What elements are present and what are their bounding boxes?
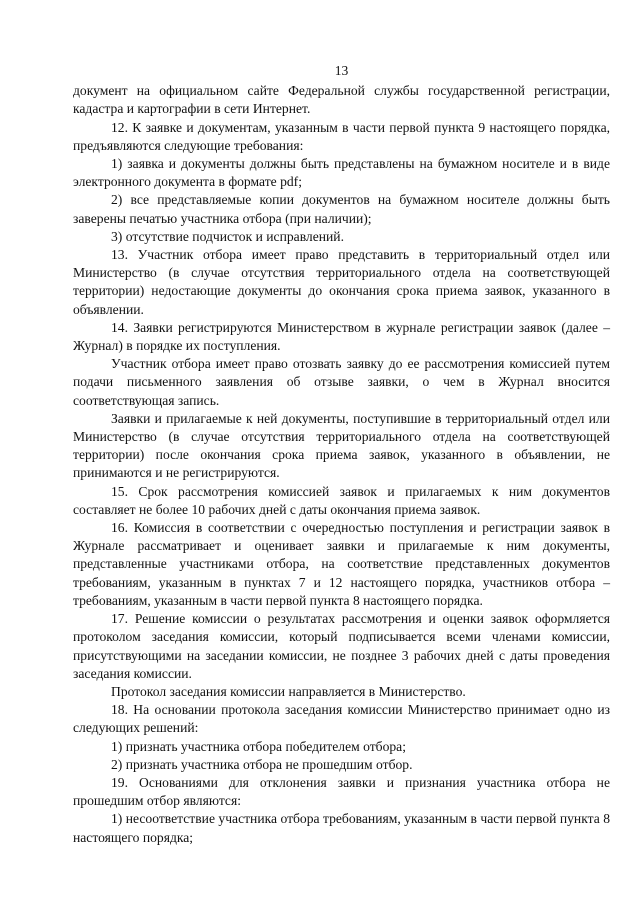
paragraph: 2) признать участника отбора не прошедшим отбор. [111,756,413,772]
paragraph: 1) несоответствие участника отбора требованиям, указанным в части первой пункта 8 настоящего порядка; [73,811,610,845]
paragraph: Протокол заседания комиссии направляется в Министерство. [111,683,466,699]
paragraph: Участник отбора имеет право отозвать заявку до ее рассмотрения комиссией путем подачи письменного заявления об отзыве заявки, о чем в Журнал вносится соответствующая запись. [73,356,610,408]
paragraph: Заявки и прилагаемые к ней документы, поступившие в территориальный отдел или Министерство (в случае отсутствия территориального отдела на соответствующей территории) после окончания срока приема заявок, указанного в объявлении, не принимаются и не регистрируются. [73,410,610,481]
paragraph: 14. Заявки регистрируются Министерством в журнале регистрации заявок (далее – Журнал) в порядке их поступления. [73,319,610,354]
paragraph: документ на официальном сайте Федеральной службы государственной регистрации, кадастра и картографии в сети Интернет. [73,83,610,117]
paragraph: 1) заявка и документы должны быть представлены на бумажном носителе и в виде электронного документа в формате pdf; [73,156,610,190]
paragraph: 12. К заявке и документам, указанным в части первой пункта 9 настоящего порядка, предъявляются следующие требования: [73,119,610,153]
paragraph: 19. Основаниями для отклонения заявки и признания участника отбора не прошедшим отбор являются: [73,774,610,809]
paragraph: 17. Решение комиссии о результатах рассмотрения и оценки заявок оформляется протоколом заседания комиссии, который подписывается всеми членами комиссии, присутствующими на заседании комиссии, не позднее 3 рабочих дней с даты проведения заседания комиссии. [73,611,610,681]
paragraph: 15. Срок рассмотрения комиссией заявок и прилагаемых к ним документов составляет не более 10 рабочих дней с даты окончания приема заявок. [73,483,610,517]
paragraph: 16. Комиссия в соответствии с очередностью поступления и регистрации заявок в Журнале рассматривает и оценивает заявки и прилагаемые к ним документы, представленные участниками отбора, на соответствие представленных документов требованиям, указанным в пунктах 7 и 12 настоящего порядка, участников отбора – требованиям, указанным в части первой пункта 8 настоящего порядка. [73,520,610,608]
paragraph: 1) признать участника отбора победителем отбора; [111,738,406,754]
document-page [73,62,610,847]
paragraph: 3) отсутствие подчисток и исправлений. [111,228,344,244]
paragraph: 2) все представляемые копии документов на бумажном носителе должны быть заверены печатью участника отбора (при наличии); [73,192,610,226]
paragraph: 18. На основании протокола заседания комиссии Министерство принимает одно из следующих решений: [73,702,610,736]
paragraph: 13. Участник отбора имеет право представить в территориальный отдел или Министерство (в случае отсутствия территориального отдела на соответствующей территории) недостающие документы до окончания срока приема заявок, указанного в объявлении. [73,247,610,317]
document-body [73,82,610,847]
page-number: 13 [334,63,349,78]
